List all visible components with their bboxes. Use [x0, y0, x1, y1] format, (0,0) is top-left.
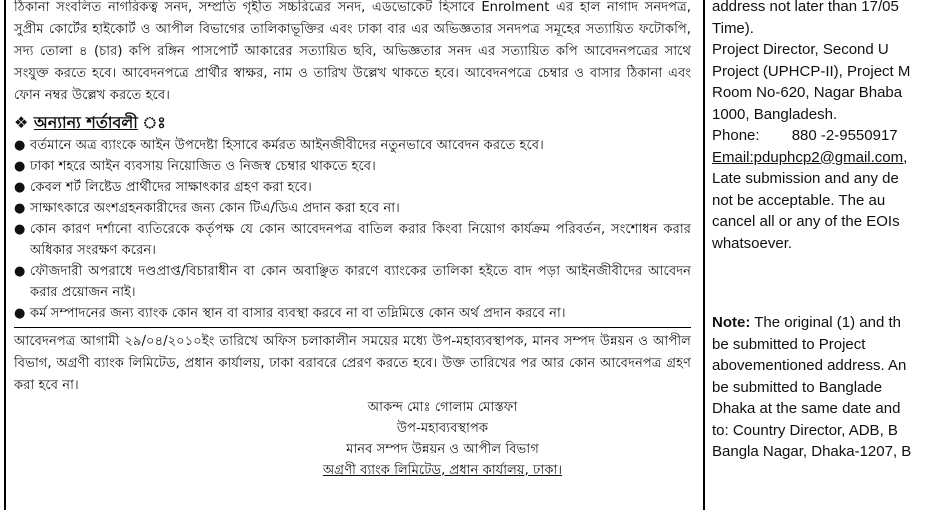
list-item: ● কোন কারণ দর্শানো ব্যতিরেকে কর্তৃপক্ষ যে কোন আবেদনপত্র বাতিল করার কিংবা নিয়োগ কার্যক্রম পরিবর্তন, সংশোধন করার অধিকার সংরক্ষণ করেন।: [14, 219, 691, 261]
heading-suffix: ঃ: [137, 113, 166, 132]
other-conditions-title: অন্যান্য শর্তাবলী: [33, 113, 138, 132]
text-line: to: Country Director, ADB, B: [712, 421, 898, 439]
right-panel-border: [703, 0, 705, 510]
note-line: [712, 312, 951, 334]
text-line: 1000, Bangladesh.: [712, 105, 838, 123]
text-line: Time).: [712, 19, 754, 37]
list-item: ● কর্ম সম্পাদনের জন্য ব্যাংক কোন স্থান বা বাসার ব্যবস্থা করবে না বা তদ্নিমিত্তে কোন অর্থ প্রদান করবে না।: [14, 303, 691, 324]
submission-paragraph: আবেদনপত্র আগামী ২৯/০৪/২০১০ইং তারিখে অফিস চলাকালীন সময়ের মধ্যে উপ-মহাব্যবস্থাপক, মানব সম্পদ উন্নয়ন ও আপীল বিভাগ, অগ্রণী ব্যাংক লিমিটেড, প্রধান কার্যালয়, ঢাকা বরাবরে প্রেরণ করতে হবে। উক্ত তারিখের পর আর কোন আবেদনপত্র গ্রহণ করা হবে না।: [14, 334, 691, 393]
signatory-department: মানব সম্পদ উন্নয়ন ও আপীল বিভাগ: [346, 442, 539, 457]
advertisement-content: [14, 0, 691, 481]
note-label: Note:: [712, 314, 751, 331]
email-line: [712, 147, 951, 169]
text-line: Dhaka at the same date and: [712, 400, 901, 417]
text-line: Late submission and any de: [712, 170, 899, 187]
signature-block: [194, 397, 691, 481]
list-item: ● বর্তমানে অত্র ব্যাংকে আইন উপদেষ্টা হিসাবে কর্মরত আইনজীবীদের নতুনভাবে আবেদন করতে হবে।: [14, 135, 691, 156]
text-line: Project Director, Second U: [712, 41, 889, 58]
email-link[interactable]: Email:pduphcp2@gmail.com,: [712, 148, 908, 166]
text-line: Project (UPHCP-II), Project M: [712, 62, 911, 80]
text-line: whatsoever.: [712, 234, 793, 252]
text-line: cancel all or any of the EOIs: [712, 213, 900, 230]
phone-value: 880 -2-9550917: [791, 127, 898, 144]
text-line: address not later than 17/05: [712, 0, 899, 15]
phone-line: [712, 125, 951, 147]
divider: [14, 327, 691, 328]
phone-label: Phone:: [712, 127, 760, 144]
list-item: ● ফৌজদারী অপরাধে দণ্ডপ্রাপ্ত/বিচারাধীন বা কোন অবাঞ্ছিত কারণে ব্যাংকের তালিকা হইতে বাদ পড়া আইনজীবীদের আবেদন করার প্রয়োজন নাই।: [14, 261, 691, 303]
list-item: ● কেবল শর্ট লিষ্টেড প্রার্থীদের সাক্ষাৎকার গ্রহণ করা হবে।: [14, 177, 691, 198]
conditions-list: [14, 135, 691, 324]
text-line: be submitted to Banglade: [712, 378, 883, 396]
list-item: ● সাক্ষাৎকারে অংশগ্রহনকারীদের জন্য কোন টিএ/ডিএ প্রদান করা হবে না।: [14, 198, 691, 219]
list-item: ● ঢাকা শহরে আইন ব্যবসায় নিয়োজিত ও নিজস্ব চেম্বার থাকতে হবে।: [14, 156, 691, 177]
signatory-office: অগ্রণী ব্যাংক লিমিটেড, প্রধান কার্যালয়, ঢাকা।: [322, 463, 563, 478]
text-line: not be acceptable. The au: [712, 191, 886, 209]
other-conditions-heading: [14, 111, 691, 135]
text-line: Bangla Nagar, Dhaka-1207, B: [712, 443, 912, 460]
text-line: be submitted to Project: [712, 335, 866, 353]
eoi-content: [712, 0, 951, 463]
note-text: The original (1) and th: [750, 314, 901, 331]
signatory-name: আকন্দ মোঃ গোলাম মোস্তফা: [367, 400, 518, 415]
diamond-bullet-icon: ❖: [14, 113, 29, 132]
spacer: [712, 254, 951, 312]
text-line: Room No-620, Nagar Bhaba: [712, 84, 903, 101]
left-border: [4, 0, 6, 510]
english-eoi-panel: [700, 0, 951, 510]
requirements-paragraph: ঠিকানা সংবলিত নাগরিকত্ব সনদ, সম্প্রতি গৃহীত সচ্চরিত্রের সনদ, এডভোকেট হিসাবে Enrolment এর হাল নাগাদ সনদপত্র, সুপ্রীম কোর্টের হাইকোর্ট ও আপীল বিভাগের তালিকাভূক্তির এবং ঢাকা বার এর অভিজ্ঞতার সনদপত্র সমূহের সত্যায়িত ফটোকপি, সদ্য তোলা ৪ (চার) কপি রঙ্গিন পাসপোর্ট আকারের সত্যায়িত ছবি, অভিজ্ঞতার সনদ এর সত্যায়িত কপি আবেদনপত্রের সাথে সংযুক্ত করতে হবে। আবেদনপত্রে প্রার্থীর স্বাক্ষর, নাম ও তারিখ উল্লেখ থাকতে হবে। আবেদনপত্রে চেম্বার ও বাসার ঠিকানা এবং ফোন নম্বর উল্লেখ করতে হবে।: [14, 0, 691, 103]
text-line: abovementioned address. An: [712, 357, 907, 374]
signatory-designation: উপ-মহাব্যবস্থাপক: [396, 421, 489, 436]
